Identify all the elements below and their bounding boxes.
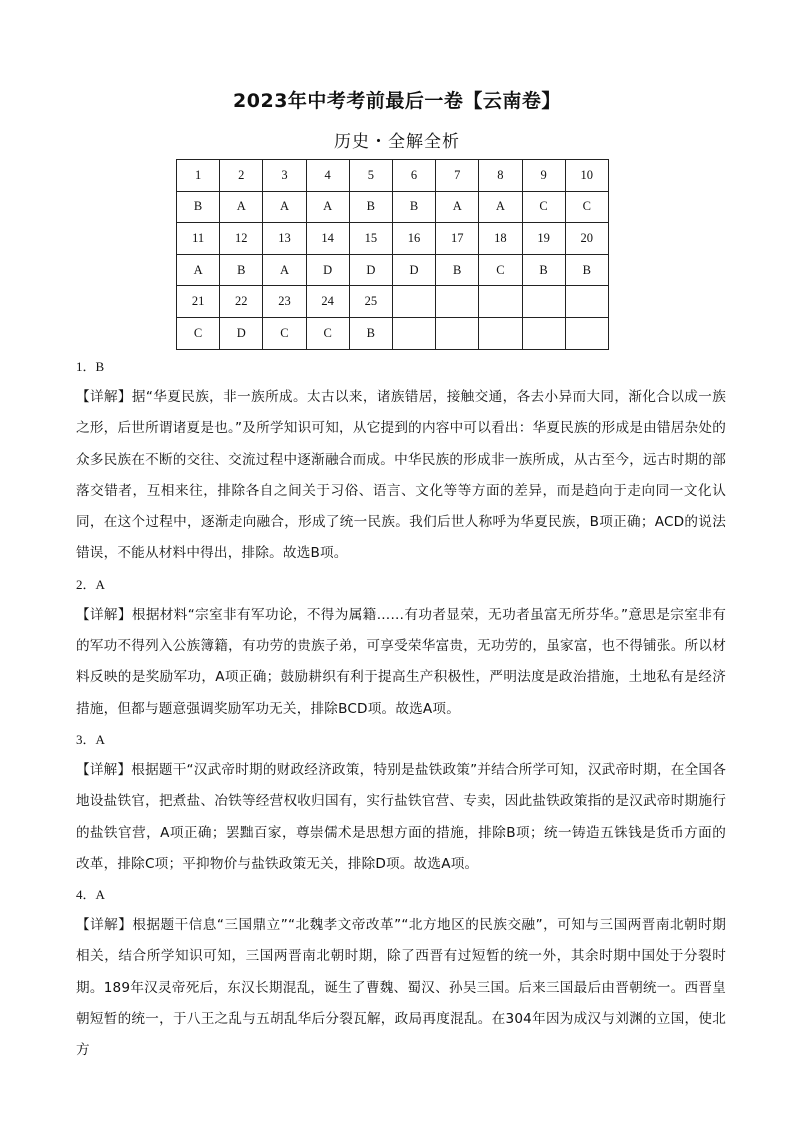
answer-table-cell: C — [565, 191, 608, 223]
answer-table-cell: 13 — [263, 223, 306, 255]
answer-table-cell — [392, 317, 435, 349]
question-detail: 【详解】根据题干“汉武帝时期的财政经济政策，特别是盐铁政策”并结合所学可知，汉武帝时期，在全国各地设盐铁官，把煮盐、冶铁等经营权收归国有，实行盐铁官营、专卖，因此盐铁政策指的是汉武帝时期施行的盐铁官营，A项正确；罢黜百家，尊崇儒术是思想方面的措施，排除B项；统一铸造五铢钱是货币方面的改革，排除C项；平抑物价与盐铁政策无关，排除D项。故选A项。 — [76, 761, 726, 872]
answer-table-cell: 20 — [565, 223, 608, 255]
answer-table-cell: A — [479, 191, 522, 223]
answer-table-cell: A — [436, 191, 479, 223]
question-detail: 【详解】根据题干信息“三国鼎立”“北魏孝文帝改革”“北方地区的民族交融”，可知与三国两晋南北朝时期相关，结合所学知识可知，三国两晋南北朝时期，除了西晋有过短暂的统一外，其余时期中国处于分裂时期。189年汉灵帝死后，东汉长期混乱，诞生了曹魏、蜀汉、孙吴三国。后来三国最后由晋朝统一。西晋皇朝短暂的统一，于八王之乱与五胡乱华后分裂瓦解，政局再度混乱。在304年因为成汉与刘渊的立国，使北方 — [76, 917, 726, 1059]
answer-table-cell: 19 — [522, 223, 565, 255]
answer-table-cell: B — [565, 254, 608, 286]
answer-table-cell: C — [263, 317, 306, 349]
answer-table-cell — [479, 286, 522, 318]
answer-table-body — [177, 160, 609, 350]
answer-table-cell: 24 — [306, 286, 349, 318]
answer-table-cell: B — [349, 317, 392, 349]
answer-table-cell: C — [522, 191, 565, 223]
answer-table-cell: 6 — [392, 160, 435, 192]
answer-table-cell: A — [177, 254, 220, 286]
answer-table-cell — [522, 317, 565, 349]
answer-table-cell — [565, 317, 608, 349]
answer-table-cell: 21 — [177, 286, 220, 318]
answer-table-row — [177, 191, 609, 223]
answer-table-cell: 8 — [479, 160, 522, 192]
answer-table-row — [177, 160, 609, 192]
answer-table-cell: D — [220, 317, 263, 349]
answer-table-cell: B — [436, 254, 479, 286]
answer-table-cell: B — [220, 254, 263, 286]
answer-table-cell: C — [177, 317, 220, 349]
answer-table-cell — [392, 286, 435, 318]
answer-table-cell: C — [479, 254, 522, 286]
answer-table-cell: D — [349, 254, 392, 286]
page-subtitle: 历史・全解全析 — [334, 132, 460, 152]
answer-table-cell — [522, 286, 565, 318]
answer-table-cell: B — [522, 254, 565, 286]
answer-table-cell: 22 — [220, 286, 263, 318]
answer-table-cell: A — [306, 191, 349, 223]
answer-table-cell: 9 — [522, 160, 565, 192]
answer-table-row — [177, 317, 609, 349]
answer-table-cell: 12 — [220, 223, 263, 255]
answer-table-cell — [479, 317, 522, 349]
question-detail: 【详解】据“华夏民族，非一族所成。太古以来，诸族错居，接触交通，各去小异而大同，渐化合以成一族之形，后世所谓诸夏是也。”及所学知识可知，从它提到的内容中可以看出：华夏民族的形成是由错居杂处的众多民族在不断的交往、交流过程中逐渐融合而成。中华民族的形成非一族所成，从古至今，远古时期的部落交错者，互相来往，排除各自之间关于习俗、语言、文化等等方面的差异，而是趋向于走向同一文化认同，在这个过程中，逐渐走向融合，形成了统一民族。我们后世人称呼为华夏民族，B项正确；ACD的说法错误，不能从材料中得出，排除。故选B项。 — [76, 389, 726, 562]
answer-table-cell: 15 — [349, 223, 392, 255]
answer-table-cell: C — [306, 317, 349, 349]
answer-table-cell: 17 — [436, 223, 479, 255]
answer-table-cell: 4 — [306, 160, 349, 192]
question-number: 4．A — [76, 887, 105, 903]
answer-table-cell: 16 — [392, 223, 435, 255]
answer-table-cell — [436, 317, 479, 349]
answer-table-cell: 5 — [349, 160, 392, 192]
answer-table-cell — [565, 286, 608, 318]
answer-table-cell — [436, 286, 479, 318]
answer-explanations — [76, 352, 726, 1067]
answer-table-cell: 11 — [177, 223, 220, 255]
answer-table-cell: 23 — [263, 286, 306, 318]
answer-table-cell: A — [263, 191, 306, 223]
question-detail: 【详解】根据材料“宗室非有军功论，不得为属籍……有功者显荣，无功者虽富无所芬华。”意思是宗室非有的军功不得列入公族簿籍，有功劳的贵族子弟，可享受荣华富贵，无功劳的，虽家富，也不得铺张。所以材料反映的是奖励军功，A项正确；鼓励耕织有利于提高生产积极性，严明法度是政治措施，土地私有是经济措施，但都与题意强调奖励军功无关，排除BCD项。故选A项。 — [76, 606, 726, 717]
answer-table-cell: 10 — [565, 160, 608, 192]
question-number: 3．A — [76, 731, 105, 747]
answer-table-cell: 2 — [220, 160, 263, 192]
question-number: 1．B — [76, 359, 105, 374]
answer-table-cell: 3 — [263, 160, 306, 192]
answer-table-row — [177, 286, 609, 318]
answer-table-cell: A — [263, 254, 306, 286]
answer-table-cell: 7 — [436, 160, 479, 192]
answer-table-cell: 1 — [177, 160, 220, 192]
answer-table-row — [177, 254, 609, 286]
question-number: 2．A — [76, 576, 105, 592]
answer-table-cell: A — [220, 191, 263, 223]
answer-table — [176, 159, 609, 350]
answer-table-cell: B — [392, 191, 435, 223]
answer-table-cell: D — [392, 254, 435, 286]
page-title: 2023年中考考前最后一卷【云南卷】 — [233, 90, 561, 112]
answer-table-cell: 25 — [349, 286, 392, 318]
answer-table-row — [177, 223, 609, 255]
answer-table-cell: D — [306, 254, 349, 286]
answer-table-cell: 18 — [479, 223, 522, 255]
answer-table-cell: B — [349, 191, 392, 223]
answer-table-cell: 14 — [306, 223, 349, 255]
answer-table-cell: B — [177, 191, 220, 223]
